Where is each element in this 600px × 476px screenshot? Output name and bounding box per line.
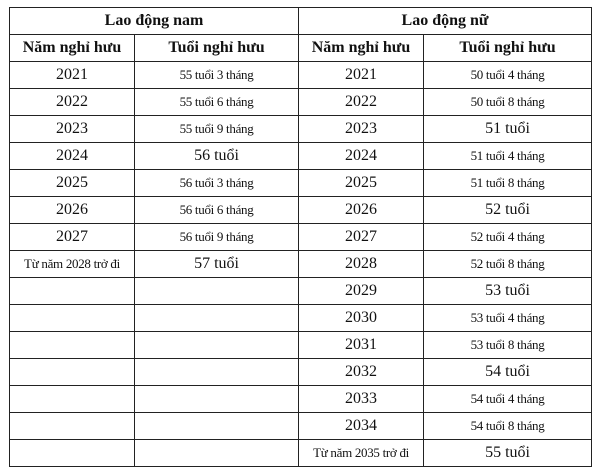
male-year-cell <box>10 440 135 467</box>
female-age-cell: 53 tuổi <box>424 278 592 305</box>
male-age-cell <box>135 305 299 332</box>
male-year-cell: Từ năm 2028 trở đi <box>10 251 135 278</box>
female-age-cell: 51 tuổi <box>424 116 592 143</box>
male-year-cell: 2027 <box>10 224 135 251</box>
retirement-age-table <box>9 7 592 467</box>
table-row <box>10 413 592 440</box>
male-age-cell <box>135 386 299 413</box>
table-row <box>10 386 592 413</box>
female-age-cell: 55 tuổi <box>424 440 592 467</box>
male-year-cell <box>10 386 135 413</box>
female-age-cell: 51 tuổi 8 tháng <box>424 170 592 197</box>
male-year-cell <box>10 413 135 440</box>
female-year-cell: 2021 <box>299 62 424 89</box>
table-row <box>10 305 592 332</box>
female-age-cell: 54 tuổi 8 tháng <box>424 413 592 440</box>
female-year-cell: 2031 <box>299 332 424 359</box>
column-header-row <box>10 35 592 62</box>
female-year-cell: 2024 <box>299 143 424 170</box>
table-row <box>10 440 592 467</box>
table-row <box>10 359 592 386</box>
group-header-row <box>10 8 592 35</box>
table-body <box>10 62 592 467</box>
male-age-cell: 56 tuổi 6 tháng <box>135 197 299 224</box>
female-age-cell: 53 tuổi 8 tháng <box>424 332 592 359</box>
female-age-cell: 52 tuổi <box>424 197 592 224</box>
male-age-cell <box>135 332 299 359</box>
male-age-cell <box>135 278 299 305</box>
male-group-header: Lao động nam <box>10 8 299 35</box>
female-year-cell: 2033 <box>299 386 424 413</box>
table-row <box>10 62 592 89</box>
female-year-cell: 2032 <box>299 359 424 386</box>
table-row <box>10 143 592 170</box>
female-group-header: Lao động nữ <box>299 8 592 35</box>
table-row <box>10 89 592 116</box>
male-age-cell <box>135 359 299 386</box>
female-age-cell: 54 tuổi 4 tháng <box>424 386 592 413</box>
female-year-cell: 2034 <box>299 413 424 440</box>
male-year-cell <box>10 332 135 359</box>
female-age-cell: 53 tuổi 4 tháng <box>424 305 592 332</box>
male-year-cell: 2023 <box>10 116 135 143</box>
female-age-cell: 50 tuổi 4 tháng <box>424 62 592 89</box>
female-age-header: Tuổi nghỉ hưu <box>424 35 592 62</box>
male-age-cell <box>135 440 299 467</box>
male-age-cell: 55 tuổi 6 tháng <box>135 89 299 116</box>
table-row <box>10 197 592 224</box>
female-age-cell: 52 tuổi 4 tháng <box>424 224 592 251</box>
male-year-cell <box>10 359 135 386</box>
female-age-cell: 54 tuổi <box>424 359 592 386</box>
male-age-cell: 56 tuổi 3 tháng <box>135 170 299 197</box>
table-row <box>10 116 592 143</box>
female-year-cell: 2025 <box>299 170 424 197</box>
male-year-header: Năm nghỉ hưu <box>10 35 135 62</box>
male-age-cell: 56 tuổi 9 tháng <box>135 224 299 251</box>
female-year-cell: 2030 <box>299 305 424 332</box>
male-year-cell: 2021 <box>10 62 135 89</box>
male-year-cell: 2024 <box>10 143 135 170</box>
female-age-cell: 51 tuổi 4 tháng <box>424 143 592 170</box>
male-year-cell <box>10 278 135 305</box>
female-year-cell: 2023 <box>299 116 424 143</box>
male-age-cell: 55 tuổi 9 tháng <box>135 116 299 143</box>
male-year-cell: 2026 <box>10 197 135 224</box>
female-year-cell: 2028 <box>299 251 424 278</box>
female-age-cell: 50 tuổi 8 tháng <box>424 89 592 116</box>
female-year-cell: 2026 <box>299 197 424 224</box>
male-age-cell: 56 tuổi <box>135 143 299 170</box>
table-row <box>10 278 592 305</box>
male-year-cell <box>10 305 135 332</box>
table-row <box>10 224 592 251</box>
female-year-cell: 2022 <box>299 89 424 116</box>
male-age-cell: 57 tuổi <box>135 251 299 278</box>
female-year-cell: 2027 <box>299 224 424 251</box>
female-year-header: Năm nghỉ hưu <box>299 35 424 62</box>
table-row <box>10 332 592 359</box>
male-year-cell: 2025 <box>10 170 135 197</box>
female-year-cell: Từ năm 2035 trở đi <box>299 440 424 467</box>
table-row <box>10 170 592 197</box>
male-age-cell: 55 tuổi 3 tháng <box>135 62 299 89</box>
male-age-header: Tuổi nghỉ hưu <box>135 35 299 62</box>
female-age-cell: 52 tuổi 8 tháng <box>424 251 592 278</box>
female-year-cell: 2029 <box>299 278 424 305</box>
male-age-cell <box>135 413 299 440</box>
table-row <box>10 251 592 278</box>
male-year-cell: 2022 <box>10 89 135 116</box>
